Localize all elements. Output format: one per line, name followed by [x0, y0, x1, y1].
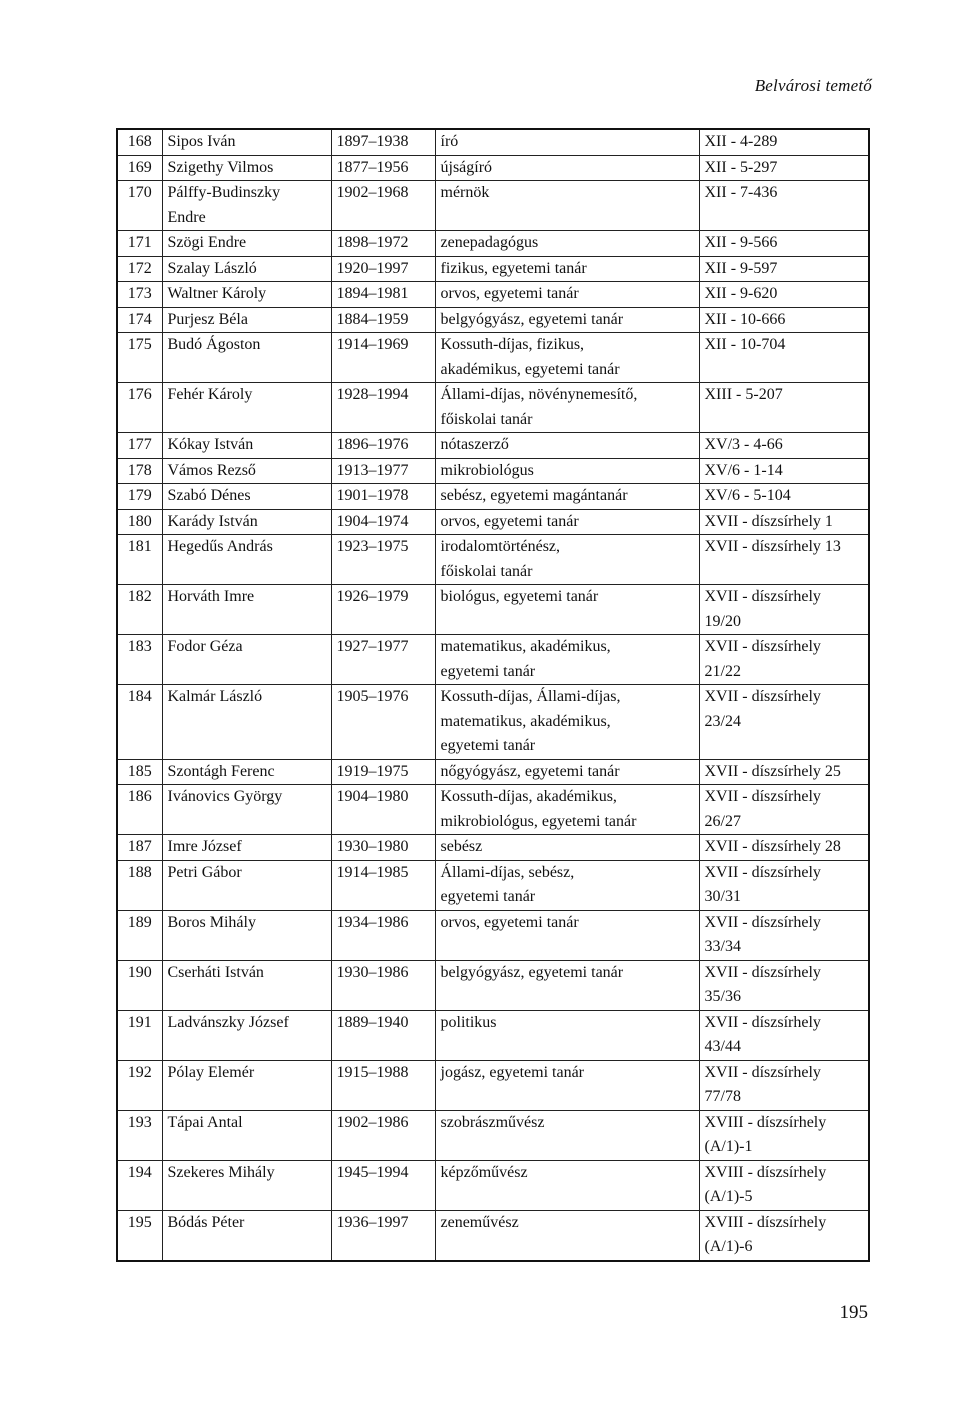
table-row — [117, 759, 869, 785]
table-row — [117, 181, 869, 231]
profession-cell: orvos, egyetemi tanár — [435, 509, 699, 535]
profession-cell: sebész, egyetemi magántanár — [435, 484, 699, 510]
person-name-cell: Sipos Iván — [162, 129, 331, 155]
person-name-cell: Boros Mihály — [162, 910, 331, 960]
profession-cell: mérnök — [435, 181, 699, 231]
grave-location-cell: XVII - díszsírhely 26/27 — [699, 785, 869, 835]
grave-location-cell: XVII - díszsírhely 33/34 — [699, 910, 869, 960]
table-row — [117, 960, 869, 1010]
profession-cell: Kossuth-díjas, fizikus, akadémikus, egyetemi tanár — [435, 333, 699, 383]
row-number-cell: 186 — [117, 785, 162, 835]
grave-location-cell: XVII - díszsírhely 43/44 — [699, 1010, 869, 1060]
grave-location-cell: XII - 4-289 — [699, 129, 869, 155]
row-number-cell: 181 — [117, 535, 162, 585]
person-name-cell: Ladvánszky József — [162, 1010, 331, 1060]
person-name-cell: Pálffy-Budinszky Endre — [162, 181, 331, 231]
person-name-cell: Karády István — [162, 509, 331, 535]
life-years-cell: 1923–1975 — [331, 535, 435, 585]
row-number-cell: 176 — [117, 383, 162, 433]
life-years-cell: 1904–1974 — [331, 509, 435, 535]
profession-cell: orvos, egyetemi tanár — [435, 910, 699, 960]
grave-location-cell: XII - 10-666 — [699, 307, 869, 333]
profession-cell: belgyógyász, egyetemi tanár — [435, 307, 699, 333]
grave-location-cell: XIII - 5-207 — [699, 383, 869, 433]
table-row — [117, 433, 869, 459]
table-row — [117, 785, 869, 835]
person-name-cell: Szalay László — [162, 256, 331, 282]
life-years-cell: 1913–1977 — [331, 458, 435, 484]
grave-location-cell: XII - 9-566 — [699, 231, 869, 257]
profession-cell: zeneművész — [435, 1210, 699, 1261]
row-number-cell: 180 — [117, 509, 162, 535]
life-years-cell: 1898–1972 — [331, 231, 435, 257]
profession-cell: matematikus, akadémikus, egyetemi tanár — [435, 635, 699, 685]
grave-location-cell: XVIII - díszsírhely (A/1)-1 — [699, 1110, 869, 1160]
person-name-cell: Kókay István — [162, 433, 331, 459]
profession-cell: Állami-díjas, növénynemesítő, főiskolai tanár — [435, 383, 699, 433]
row-number-cell: 168 — [117, 129, 162, 155]
grave-location-cell: XVII - díszsírhely 77/78 — [699, 1060, 869, 1110]
table-row — [117, 307, 869, 333]
profession-cell: mikrobiológus — [435, 458, 699, 484]
person-name-cell: Petri Gábor — [162, 860, 331, 910]
profession-cell: szobrászművész — [435, 1110, 699, 1160]
burial-table — [116, 128, 870, 1262]
person-name-cell: Pólay Elemér — [162, 1060, 331, 1110]
person-name-cell: Horváth Imre — [162, 585, 331, 635]
grave-location-cell: XII - 9-597 — [699, 256, 869, 282]
life-years-cell: 1901–1978 — [331, 484, 435, 510]
row-number-cell: 193 — [117, 1110, 162, 1160]
life-years-cell: 1930–1986 — [331, 960, 435, 1010]
life-years-cell: 1902–1968 — [331, 181, 435, 231]
profession-cell: képzőművész — [435, 1160, 699, 1210]
profession-cell: politikus — [435, 1010, 699, 1060]
life-years-cell: 1905–1976 — [331, 685, 435, 760]
person-name-cell: Szögi Endre — [162, 231, 331, 257]
person-name-cell: Cserháti István — [162, 960, 331, 1010]
table-row — [117, 231, 869, 257]
grave-location-cell: XVII - díszsírhely 30/31 — [699, 860, 869, 910]
profession-cell: Kossuth-díjas, akadémikus, mikrobiológus, egyetemi tanár — [435, 785, 699, 835]
row-number-cell: 179 — [117, 484, 162, 510]
life-years-cell: 1915–1988 — [331, 1060, 435, 1110]
person-name-cell: Szabó Dénes — [162, 484, 331, 510]
profession-cell: biológus, egyetemi tanár — [435, 585, 699, 635]
grave-location-cell: XV/6 - 5-104 — [699, 484, 869, 510]
life-years-cell: 1927–1977 — [331, 635, 435, 685]
person-name-cell: Imre József — [162, 835, 331, 861]
table-row — [117, 509, 869, 535]
row-number-cell: 189 — [117, 910, 162, 960]
row-number-cell: 175 — [117, 333, 162, 383]
grave-location-cell: XVIII - díszsírhely (A/1)-5 — [699, 1160, 869, 1210]
person-name-cell: Fehér Károly — [162, 383, 331, 433]
row-number-cell: 190 — [117, 960, 162, 1010]
grave-location-cell: XII - 7-436 — [699, 181, 869, 231]
table-row — [117, 1010, 869, 1060]
table-row — [117, 635, 869, 685]
table-row — [117, 1160, 869, 1210]
life-years-cell: 1902–1986 — [331, 1110, 435, 1160]
life-years-cell: 1894–1981 — [331, 282, 435, 308]
row-number-cell: 178 — [117, 458, 162, 484]
grave-location-cell: XVII - díszsírhely 13 — [699, 535, 869, 585]
person-name-cell: Vámos Rezső — [162, 458, 331, 484]
table-row — [117, 910, 869, 960]
row-number-cell: 187 — [117, 835, 162, 861]
table-row — [117, 129, 869, 155]
life-years-cell: 1889–1940 — [331, 1010, 435, 1060]
life-years-cell: 1896–1976 — [331, 433, 435, 459]
life-years-cell: 1919–1975 — [331, 759, 435, 785]
person-name-cell: Purjesz Béla — [162, 307, 331, 333]
person-name-cell: Tápai Antal — [162, 1110, 331, 1160]
row-number-cell: 195 — [117, 1210, 162, 1261]
burial-table-body — [117, 129, 869, 1261]
person-name-cell: Szigethy Vilmos — [162, 155, 331, 181]
table-row — [117, 484, 869, 510]
row-number-cell: 184 — [117, 685, 162, 760]
life-years-cell: 1897–1938 — [331, 129, 435, 155]
row-number-cell: 172 — [117, 256, 162, 282]
row-number-cell: 170 — [117, 181, 162, 231]
person-name-cell: Szontágh Ferenc — [162, 759, 331, 785]
table-row — [117, 282, 869, 308]
row-number-cell: 173 — [117, 282, 162, 308]
profession-cell: irodalomtörténész, főiskolai tanár — [435, 535, 699, 585]
life-years-cell: 1928–1994 — [331, 383, 435, 433]
grave-location-cell: XII - 5-297 — [699, 155, 869, 181]
table-row — [117, 383, 869, 433]
profession-cell: Állami-díjas, sebész, egyetemi tanár — [435, 860, 699, 910]
row-number-cell: 194 — [117, 1160, 162, 1210]
table-row — [117, 835, 869, 861]
grave-location-cell: XVII - díszsírhely 19/20 — [699, 585, 869, 635]
table-row — [117, 685, 869, 760]
profession-cell: belgyógyász, egyetemi tanár — [435, 960, 699, 1010]
life-years-cell: 1930–1980 — [331, 835, 435, 861]
table-row — [117, 1110, 869, 1160]
person-name-cell: Fodor Géza — [162, 635, 331, 685]
row-number-cell: 177 — [117, 433, 162, 459]
table-row — [117, 535, 869, 585]
grave-location-cell: XVII - díszsírhely 23/24 — [699, 685, 869, 760]
table-row — [117, 458, 869, 484]
row-number-cell: 185 — [117, 759, 162, 785]
row-number-cell: 188 — [117, 860, 162, 910]
grave-location-cell: XVII - díszsírhely 1 — [699, 509, 869, 535]
row-number-cell: 169 — [117, 155, 162, 181]
row-number-cell: 191 — [117, 1010, 162, 1060]
life-years-cell: 1920–1997 — [331, 256, 435, 282]
person-name-cell: Waltner Károly — [162, 282, 331, 308]
table-row — [117, 1060, 869, 1110]
table-row — [117, 256, 869, 282]
person-name-cell: Bódás Péter — [162, 1210, 331, 1261]
grave-location-cell: XVII - díszsírhely 35/36 — [699, 960, 869, 1010]
life-years-cell: 1926–1979 — [331, 585, 435, 635]
profession-cell: zenepadagógus — [435, 231, 699, 257]
grave-location-cell: XVIII - díszsírhely (A/1)-6 — [699, 1210, 869, 1261]
person-name-cell: Hegedűs András — [162, 535, 331, 585]
page-number: 195 — [839, 1302, 868, 1323]
running-header-title: Belvárosi temető — [754, 76, 872, 95]
grave-location-cell: XV/3 - 4-66 — [699, 433, 869, 459]
person-name-cell: Kalmár László — [162, 685, 331, 760]
grave-location-cell: XV/6 - 1-14 — [699, 458, 869, 484]
profession-cell: sebész — [435, 835, 699, 861]
life-years-cell: 1904–1980 — [331, 785, 435, 835]
profession-cell: fizikus, egyetemi tanár — [435, 256, 699, 282]
person-name-cell: Szekeres Mihály — [162, 1160, 331, 1210]
profession-cell: író — [435, 129, 699, 155]
grave-location-cell: XVII - díszsírhely 25 — [699, 759, 869, 785]
person-name-cell: Ivánovics György — [162, 785, 331, 835]
life-years-cell: 1884–1959 — [331, 307, 435, 333]
profession-cell: Kossuth-díjas, Állami-díjas, matematikus, akadémikus, egyetemi tanár — [435, 685, 699, 760]
profession-cell: jogász, egyetemi tanár — [435, 1060, 699, 1110]
row-number-cell: 182 — [117, 585, 162, 635]
table-row — [117, 585, 869, 635]
grave-location-cell: XVII - díszsírhely 28 — [699, 835, 869, 861]
table-row — [117, 333, 869, 383]
row-number-cell: 183 — [117, 635, 162, 685]
life-years-cell: 1914–1969 — [331, 333, 435, 383]
life-years-cell: 1877–1956 — [331, 155, 435, 181]
table-row — [117, 1210, 869, 1261]
life-years-cell: 1936–1997 — [331, 1210, 435, 1261]
grave-location-cell: XII - 10-704 — [699, 333, 869, 383]
row-number-cell: 192 — [117, 1060, 162, 1110]
person-name-cell: Budó Ágoston — [162, 333, 331, 383]
row-number-cell: 171 — [117, 231, 162, 257]
grave-location-cell: XVII - díszsírhely 21/22 — [699, 635, 869, 685]
life-years-cell: 1945–1994 — [331, 1160, 435, 1210]
row-number-cell: 174 — [117, 307, 162, 333]
table-row — [117, 155, 869, 181]
grave-location-cell: XII - 9-620 — [699, 282, 869, 308]
life-years-cell: 1934–1986 — [331, 910, 435, 960]
profession-cell: orvos, egyetemi tanár — [435, 282, 699, 308]
profession-cell: nótaszerző — [435, 433, 699, 459]
profession-cell: újságíró — [435, 155, 699, 181]
table-row — [117, 860, 869, 910]
profession-cell: nőgyógyász, egyetemi tanár — [435, 759, 699, 785]
life-years-cell: 1914–1985 — [331, 860, 435, 910]
